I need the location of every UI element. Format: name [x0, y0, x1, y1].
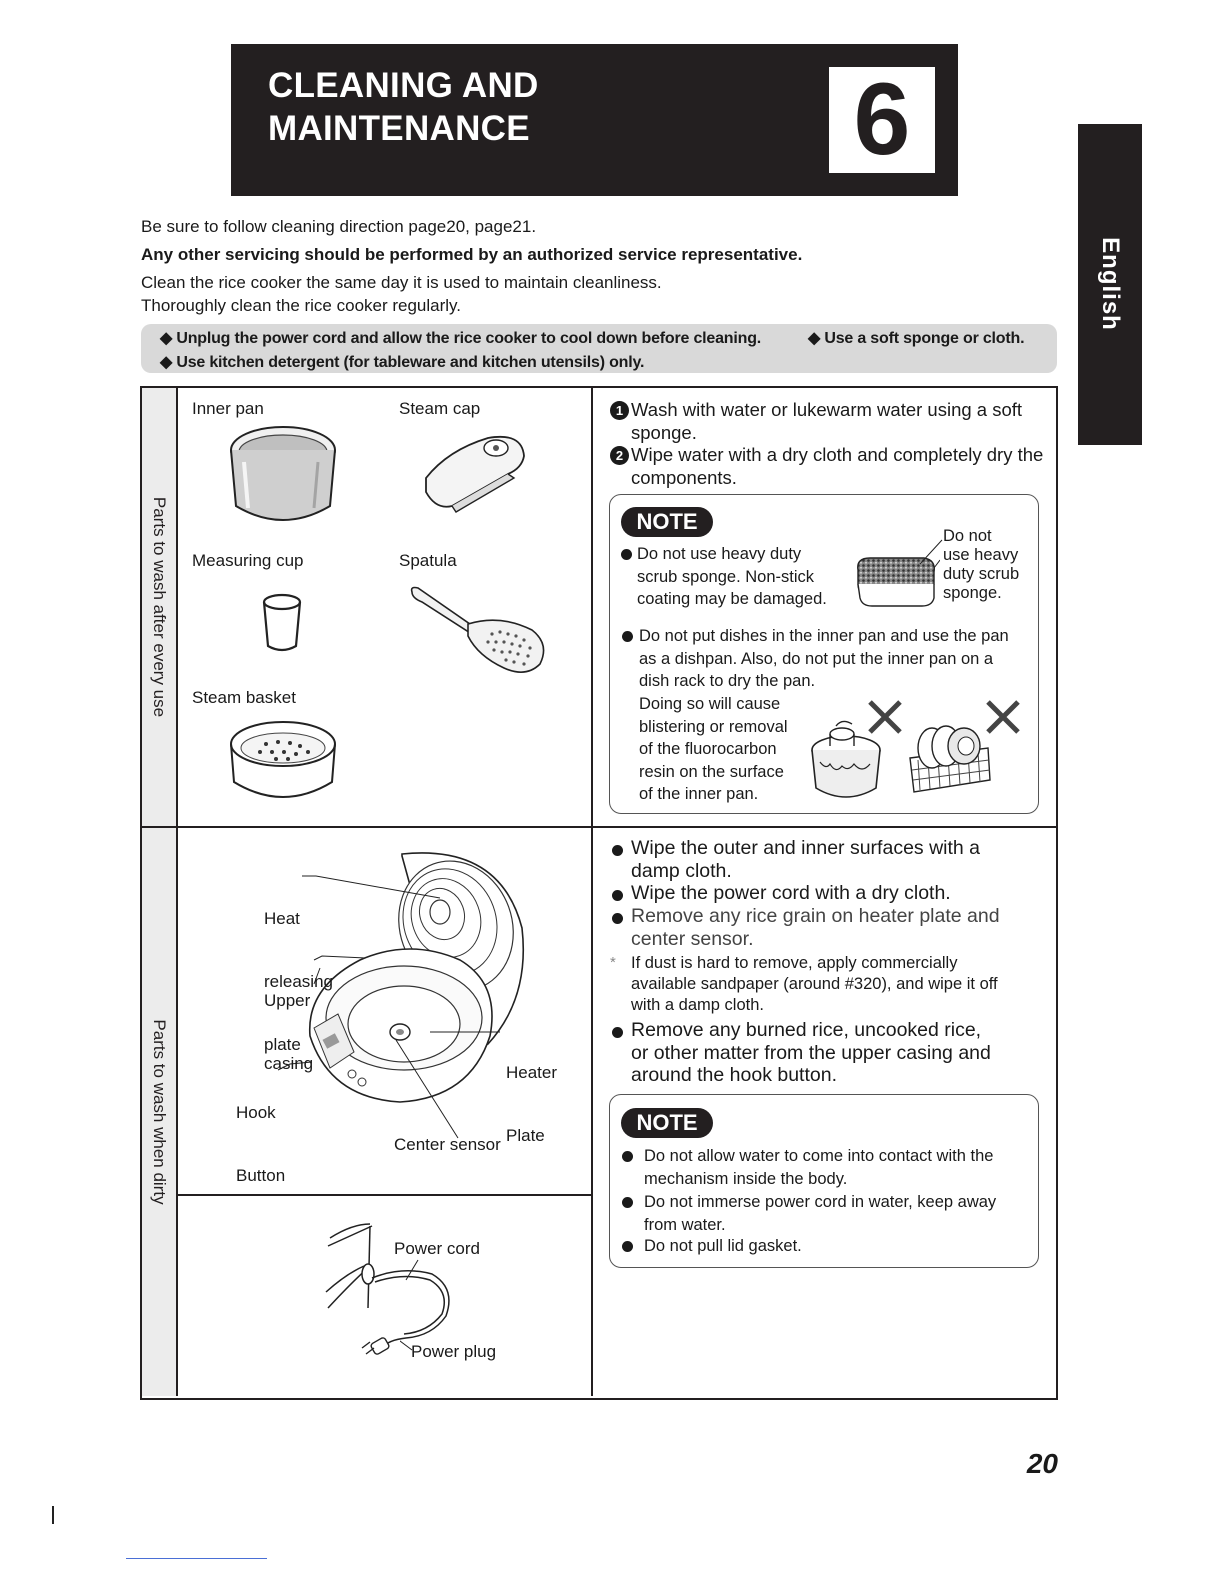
steam-basket-label: Steam basket [192, 688, 296, 707]
note-lid-gasket: Do not pull lid gasket. [644, 1237, 802, 1255]
power-plug-label: Power plug [411, 1342, 497, 1361]
step-1-number: 1 [610, 401, 629, 420]
instruction-remove-rice-grain: Remove any rice grain on heater plate and center sensor. [631, 905, 1000, 950]
note-power-cord-water: Do not immerse power cord in water, keep away from water. [644, 1193, 997, 1234]
spatula-illustration [408, 584, 550, 676]
intro-line2: Any other servicing should be performed by an authorized service representative. [141, 245, 803, 264]
footer-rule [126, 1558, 267, 1559]
step-2-number: 2 [610, 446, 629, 465]
note-dishpan: Do not put dishes in the inner pan and use the pan as a dishpan. Also, do not put the inner pan on a dish rack to dry the pan. [639, 627, 1009, 690]
page-title [268, 64, 539, 150]
prohibited-x-icon [866, 698, 904, 736]
bullet-icon [622, 631, 633, 642]
note-water-contact: Do not allow water to come into contact with the mechanism inside the body. [644, 1147, 994, 1188]
bullet-icon [622, 1241, 633, 1252]
side-label-every-use: Parts to wash after every use [150, 496, 169, 718]
steam-cap-illustration [418, 430, 530, 514]
bullet-icon [622, 1197, 633, 1208]
divider [176, 388, 178, 1396]
hook-button-label: Hook Button [236, 1103, 286, 1185]
heat-releasing-plate-label: Heat releasing plate [264, 909, 333, 1054]
caution-unplug: ◆ Unplug the power cord and allow the rice cooker to cool down before cleaning. [160, 330, 762, 347]
instruction-remove-burned-rice: Remove any burned rice, uncooked rice, or other matter from the upper casing and around the hook button. [631, 1019, 991, 1086]
bullet-icon [622, 1151, 633, 1162]
upper-casing-label: Upper casing [264, 991, 314, 1073]
note-heavy-sponge: Do not use heavy duty scrub sponge. Non-stick coating may be damaged. [637, 545, 827, 608]
divider [591, 388, 593, 1396]
measuring-cup-label: Measuring cup [192, 551, 304, 570]
sandpaper-tip: If dust is hard to remove, apply commercially available sandpaper (around #320), and wipe it off with a damp cloth. [631, 954, 998, 1014]
divider [142, 826, 1056, 828]
bullet-icon [612, 845, 623, 856]
step-2-text: Wipe water with a dry cloth and completely dry the components. [631, 444, 1044, 488]
language-label: English [1097, 237, 1124, 331]
note-badge: NOTE [621, 1108, 713, 1138]
page-title-line2: MAINTENANCE [268, 109, 530, 148]
bullet-icon [612, 890, 623, 901]
instruction-wipe-cord: Wipe the power cord with a dry cloth. [631, 882, 951, 904]
intro-line3: Clean the rice cooker the same day it is used to maintain cleanliness. [141, 273, 662, 292]
intro-line1: Be sure to follow cleaning direction page20, page21. [141, 217, 537, 236]
spatula-label: Spatula [399, 551, 457, 570]
bullet-icon [621, 549, 632, 560]
chapter-number: 6 [853, 62, 911, 176]
inner-pan-illustration [226, 422, 340, 526]
prohibited-x-icon [984, 698, 1022, 736]
bullet-icon [612, 913, 623, 924]
measuring-cup-illustration [258, 592, 306, 654]
note-badge: NOTE [621, 507, 713, 537]
instruction-wipe-surfaces: Wipe the outer and inner surfaces with a damp cloth. [631, 837, 981, 882]
crop-mark [52, 1506, 54, 1524]
intro-line4: Thoroughly clean the rice cooker regularly. [141, 296, 462, 315]
asterisk-mark: * [610, 954, 616, 971]
steam-cap-label: Steam cap [399, 399, 481, 418]
sponge-label: Do not use heavy duty scrub sponge. [943, 527, 1020, 602]
power-cord-label: Power cord [394, 1239, 480, 1258]
page-title-line1: CLEANING AND [268, 66, 539, 105]
side-label-when-dirty: Parts to wash when dirty [150, 1019, 169, 1205]
center-sensor-label: Center sensor [394, 1135, 501, 1154]
note-blistering: Doing so will cause blistering or removal of the fluorocarbon resin on the surface of the inner pan. [639, 695, 788, 803]
caution-soft-sponge: ◆ Use a soft sponge or cloth. [808, 330, 1025, 347]
page-number: 20 [1026, 1448, 1058, 1479]
inner-pan-label: Inner pan [192, 399, 264, 418]
step-1-text: Wash with water or lukewarm water using a soft sponge. [631, 399, 1023, 443]
steam-basket-illustration [226, 716, 340, 804]
heater-plate-label: Heater Plate [506, 1063, 558, 1145]
caution-detergent: ◆ Use kitchen detergent (for tableware and kitchen utensils) only. [160, 354, 645, 371]
bullet-icon [612, 1027, 623, 1038]
